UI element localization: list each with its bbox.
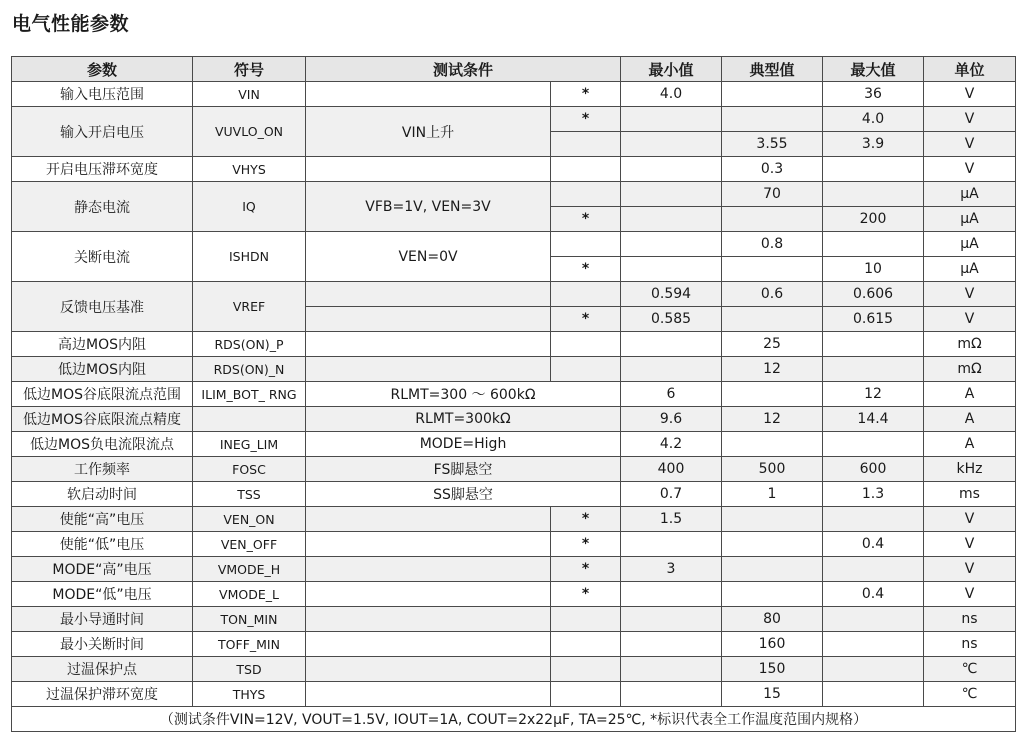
typ-cell: 80 [722, 607, 823, 632]
param-cell: 过温保护滞环宽度 [12, 682, 193, 707]
min-cell: 400 [621, 457, 722, 482]
unit-cell: μA [924, 257, 1016, 282]
table-row [12, 232, 1016, 257]
table-row [12, 282, 1016, 307]
full-temp-marker: * [551, 532, 621, 557]
max-cell: 10 [823, 257, 924, 282]
condition-cell [306, 357, 551, 382]
param-cell: 静态电流 [12, 182, 193, 232]
symbol-cell: VEN_OFF [193, 532, 306, 557]
unit-cell: mΩ [924, 357, 1016, 382]
typ-cell: 12 [722, 407, 823, 432]
full-temp-marker [551, 357, 621, 382]
max-cell [823, 357, 924, 382]
symbol-cell: TSD [193, 657, 306, 682]
min-cell [621, 132, 722, 157]
unit-cell: V [924, 107, 1016, 132]
condition-cell [306, 582, 551, 607]
condition-cell [306, 532, 551, 557]
symbol-cell: RDS(ON)_N [193, 357, 306, 382]
table-row [12, 432, 1016, 457]
param-cell: 输入开启电压 [12, 107, 193, 157]
typ-cell: 500 [722, 457, 823, 482]
header-unit: 单位 [924, 57, 1016, 82]
unit-cell: μA [924, 207, 1016, 232]
table-row [12, 382, 1016, 407]
condition-cell [306, 682, 551, 707]
header-row [12, 57, 1016, 82]
full-temp-marker [551, 157, 621, 182]
symbol-cell: THYS [193, 682, 306, 707]
min-cell [621, 332, 722, 357]
typ-cell [722, 257, 823, 282]
typ-cell [722, 532, 823, 557]
unit-cell: μA [924, 182, 1016, 207]
symbol-cell: VUVLO_ON [193, 107, 306, 157]
min-cell: 4.2 [621, 432, 722, 457]
symbol-cell: VMODE_H [193, 557, 306, 582]
min-cell [621, 182, 722, 207]
max-cell: 36 [823, 82, 924, 107]
max-cell: 3.9 [823, 132, 924, 157]
table-row [12, 182, 1016, 207]
min-cell [621, 107, 722, 132]
min-cell: 0.585 [621, 307, 722, 332]
full-temp-marker [551, 182, 621, 207]
unit-cell: ns [924, 632, 1016, 657]
unit-cell: kHz [924, 457, 1016, 482]
max-cell [823, 657, 924, 682]
max-cell: 0.615 [823, 307, 924, 332]
min-cell: 6 [621, 382, 722, 407]
condition-cell: SS脚悬空 [306, 482, 621, 507]
max-cell [823, 432, 924, 457]
full-temp-marker [551, 657, 621, 682]
table-row [12, 532, 1016, 557]
symbol-cell: VEN_ON [193, 507, 306, 532]
param-cell: MODE“高”电压 [12, 557, 193, 582]
typ-cell [722, 207, 823, 232]
min-cell [621, 257, 722, 282]
param-cell: 使能“高”电压 [12, 507, 193, 532]
min-cell [621, 657, 722, 682]
typ-cell: 15 [722, 682, 823, 707]
max-cell [823, 232, 924, 257]
max-cell: 200 [823, 207, 924, 232]
full-temp-marker: * [551, 257, 621, 282]
symbol-cell: IQ [193, 182, 306, 232]
table-row [12, 107, 1016, 132]
param-cell: 最小关断时间 [12, 632, 193, 657]
full-temp-marker: * [551, 107, 621, 132]
param-cell: 关断电流 [12, 232, 193, 282]
table-row [12, 632, 1016, 657]
max-cell: 0.606 [823, 282, 924, 307]
typ-cell: 1 [722, 482, 823, 507]
condition-cell [306, 607, 551, 632]
typ-cell: 3.55 [722, 132, 823, 157]
unit-cell: A [924, 407, 1016, 432]
unit-cell: μA [924, 232, 1016, 257]
param-cell: 开启电压滞环宽度 [12, 157, 193, 182]
condition-cell [306, 82, 551, 107]
table-row [12, 557, 1016, 582]
condition-cell [306, 157, 551, 182]
table-row [12, 482, 1016, 507]
symbol-cell: TON_MIN [193, 607, 306, 632]
header-condition: 测试条件 [306, 57, 621, 82]
full-temp-marker: * [551, 307, 621, 332]
min-cell: 9.6 [621, 407, 722, 432]
symbol-cell [193, 407, 306, 432]
unit-cell: A [924, 382, 1016, 407]
unit-cell: ms [924, 482, 1016, 507]
condition-cell [306, 632, 551, 657]
condition-cell: RLMT=300 ～ 600kΩ [306, 382, 621, 407]
test-conditions-footnote: （测试条件VIN=12V, VOUT=1.5V, IOUT=1A, COUT=2x22μF, TA=25℃, *标识代表全工作温度范围内规格） [12, 707, 1016, 732]
param-cell: 软启动时间 [12, 482, 193, 507]
min-cell [621, 582, 722, 607]
param-cell: 使能“低”电压 [12, 532, 193, 557]
max-cell [823, 332, 924, 357]
typ-cell [722, 382, 823, 407]
full-temp-marker: * [551, 557, 621, 582]
max-cell [823, 182, 924, 207]
electrical-spec-table [11, 56, 1016, 732]
param-cell: 过温保护点 [12, 657, 193, 682]
param-cell: 工作频率 [12, 457, 193, 482]
typ-cell [722, 507, 823, 532]
typ-cell: 150 [722, 657, 823, 682]
max-cell: 1.3 [823, 482, 924, 507]
max-cell [823, 682, 924, 707]
param-cell: 低边MOS谷底限流点范围 [12, 382, 193, 407]
table-row [12, 457, 1016, 482]
symbol-cell: VMODE_L [193, 582, 306, 607]
param-cell: 反馈电压基准 [12, 282, 193, 332]
typ-cell [722, 82, 823, 107]
max-cell: 12 [823, 382, 924, 407]
condition-cell: VIN上升 [306, 107, 551, 157]
table-row [12, 507, 1016, 532]
header-max: 最大值 [823, 57, 924, 82]
typ-cell: 0.3 [722, 157, 823, 182]
condition-cell: RLMT=300kΩ [306, 407, 621, 432]
param-cell: 低边MOS内阻 [12, 357, 193, 382]
max-cell [823, 557, 924, 582]
condition-cell [306, 507, 551, 532]
unit-cell: V [924, 582, 1016, 607]
typ-cell: 0.6 [722, 282, 823, 307]
unit-cell: V [924, 557, 1016, 582]
typ-cell: 70 [722, 182, 823, 207]
condition-cell [306, 332, 551, 357]
condition-cell: MODE=High [306, 432, 621, 457]
unit-cell: mΩ [924, 332, 1016, 357]
param-cell: 输入电压范围 [12, 82, 193, 107]
unit-cell: V [924, 532, 1016, 557]
max-cell [823, 507, 924, 532]
param-cell: 最小导通时间 [12, 607, 193, 632]
symbol-cell: RDS(ON)_P [193, 332, 306, 357]
table-row [12, 82, 1016, 107]
condition-cell [306, 282, 551, 307]
unit-cell: A [924, 432, 1016, 457]
symbol-cell: ISHDN [193, 232, 306, 282]
min-cell [621, 532, 722, 557]
min-cell [621, 232, 722, 257]
typ-cell [722, 557, 823, 582]
full-temp-marker [551, 282, 621, 307]
max-cell: 600 [823, 457, 924, 482]
min-cell: 0.7 [621, 482, 722, 507]
typ-cell: 12 [722, 357, 823, 382]
table-row [12, 607, 1016, 632]
condition-cell [306, 307, 551, 332]
full-temp-marker: * [551, 207, 621, 232]
typ-cell: 160 [722, 632, 823, 657]
min-cell: 0.594 [621, 282, 722, 307]
symbol-cell: TSS [193, 482, 306, 507]
table-row [12, 357, 1016, 382]
full-temp-marker [551, 132, 621, 157]
unit-cell: V [924, 132, 1016, 157]
unit-cell: ℃ [924, 682, 1016, 707]
full-temp-marker [551, 332, 621, 357]
symbol-cell: VHYS [193, 157, 306, 182]
max-cell: 14.4 [823, 407, 924, 432]
header-typ: 典型值 [722, 57, 823, 82]
unit-cell: V [924, 507, 1016, 532]
max-cell [823, 607, 924, 632]
typ-cell [722, 307, 823, 332]
symbol-cell: INEG_LIM [193, 432, 306, 457]
min-cell [621, 607, 722, 632]
header-symbol: 符号 [193, 57, 306, 82]
min-cell: 4.0 [621, 82, 722, 107]
param-cell: MODE“低”电压 [12, 582, 193, 607]
unit-cell: V [924, 307, 1016, 332]
condition-cell [306, 557, 551, 582]
max-cell: 0.4 [823, 582, 924, 607]
min-cell [621, 632, 722, 657]
param-cell: 高边MOS内阻 [12, 332, 193, 357]
typ-cell [722, 107, 823, 132]
unit-cell: V [924, 157, 1016, 182]
table-row [12, 157, 1016, 182]
unit-cell: ns [924, 607, 1016, 632]
full-temp-marker [551, 607, 621, 632]
full-temp-marker: * [551, 507, 621, 532]
min-cell [621, 207, 722, 232]
unit-cell: ℃ [924, 657, 1016, 682]
min-cell: 1.5 [621, 507, 722, 532]
table-row [12, 582, 1016, 607]
min-cell [621, 682, 722, 707]
table-row [12, 332, 1016, 357]
full-temp-marker [551, 682, 621, 707]
footnote-row [12, 707, 1016, 732]
param-cell: 低边MOS负电流限流点 [12, 432, 193, 457]
min-cell: 3 [621, 557, 722, 582]
full-temp-marker [551, 232, 621, 257]
min-cell [621, 357, 722, 382]
table-row [12, 657, 1016, 682]
min-cell [621, 157, 722, 182]
condition-cell [306, 657, 551, 682]
condition-cell: VEN=0V [306, 232, 551, 282]
symbol-cell: VIN [193, 82, 306, 107]
symbol-cell: ILIM_BOT_ RNG [193, 382, 306, 407]
param-cell: 低边MOS谷底限流点精度 [12, 407, 193, 432]
full-temp-marker: * [551, 82, 621, 107]
full-temp-marker: * [551, 582, 621, 607]
condition-cell: FS脚悬空 [306, 457, 621, 482]
typ-cell [722, 582, 823, 607]
symbol-cell: FOSC [193, 457, 306, 482]
typ-cell: 0.8 [722, 232, 823, 257]
condition-cell: VFB=1V, VEN=3V [306, 182, 551, 232]
table-row [12, 682, 1016, 707]
max-cell [823, 157, 924, 182]
table-row [12, 407, 1016, 432]
typ-cell [722, 432, 823, 457]
unit-cell: V [924, 82, 1016, 107]
max-cell [823, 632, 924, 657]
typ-cell: 25 [722, 332, 823, 357]
page-title: 电气性能参数 [12, 13, 130, 35]
max-cell: 0.4 [823, 532, 924, 557]
symbol-cell: TOFF_MIN [193, 632, 306, 657]
unit-cell: V [924, 282, 1016, 307]
symbol-cell: VREF [193, 282, 306, 332]
header-param: 参数 [12, 57, 193, 82]
full-temp-marker [551, 632, 621, 657]
header-min: 最小值 [621, 57, 722, 82]
max-cell: 4.0 [823, 107, 924, 132]
